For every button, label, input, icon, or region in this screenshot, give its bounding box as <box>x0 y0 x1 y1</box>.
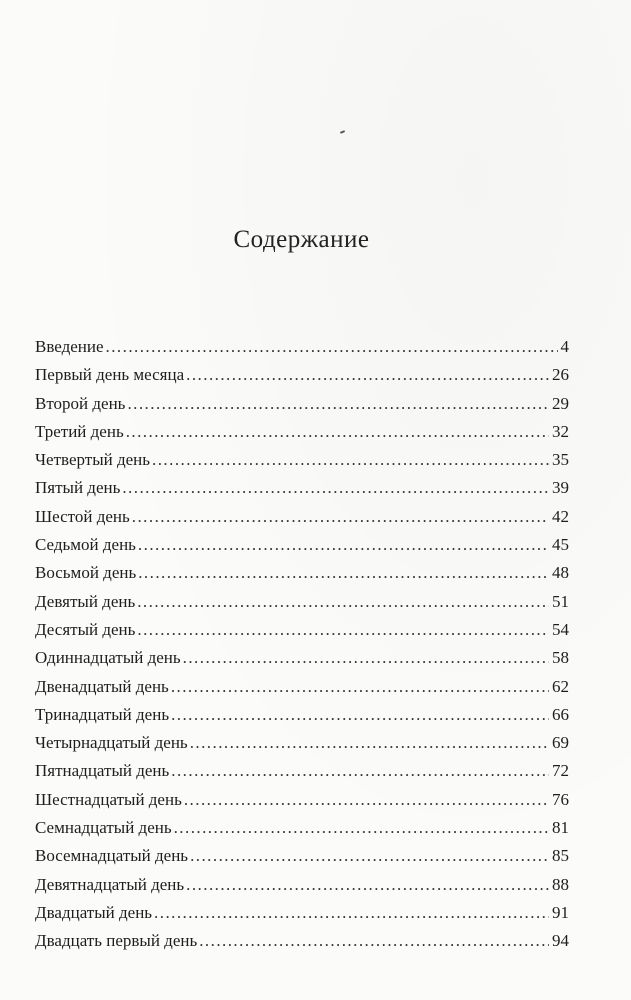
dot-leader <box>127 390 549 418</box>
dot-leader <box>171 757 549 785</box>
toc-entry-title: Введение <box>35 337 104 356</box>
toc-entry-title: Шестнадцатый день <box>35 789 182 809</box>
dot-leader <box>190 842 549 870</box>
toc-entry-title: Пятый день <box>35 478 121 498</box>
toc-entry <box>35 927 569 955</box>
toc-entry-title: Двенадцатый день <box>35 676 169 696</box>
dot-leader <box>171 673 549 701</box>
dot-leader <box>186 361 549 389</box>
toc-entry <box>35 390 569 418</box>
dot-leader <box>183 644 549 672</box>
toc-entry-page: 45 <box>552 535 569 555</box>
toc-entry <box>35 786 569 814</box>
dot-leader <box>137 588 549 616</box>
toc-entry-page: 29 <box>552 393 569 413</box>
toc-entry-page: 42 <box>552 506 569 526</box>
toc-entry <box>35 503 569 531</box>
toc-entry-page: 72 <box>552 761 569 781</box>
toc-entry-page: 69 <box>552 733 569 753</box>
toc-entry-page: 62 <box>552 676 569 696</box>
toc-entry <box>35 588 569 616</box>
toc-entry-title: Второй день <box>35 393 126 413</box>
toc-entry-title: Одиннадцатый день <box>35 648 181 668</box>
dot-leader <box>184 786 549 814</box>
toc-entry <box>35 474 569 502</box>
page-title: Содержание <box>233 226 370 253</box>
toc-entry-page: 76 <box>552 789 569 809</box>
toc-entry-page: 58 <box>552 648 569 668</box>
ink-speck <box>340 130 345 134</box>
dot-leader <box>137 616 549 644</box>
toc-entry <box>35 673 569 701</box>
dot-leader <box>186 871 549 899</box>
dot-leader <box>174 814 549 842</box>
toc-entry-page: 66 <box>552 704 569 724</box>
toc-entry-title: Двадцать первый день <box>35 931 198 951</box>
dot-leader <box>138 559 549 587</box>
toc-entry <box>35 333 569 361</box>
toc-entry-page: 39 <box>552 478 569 498</box>
toc-entry-title: Двадцатый день <box>35 902 153 922</box>
toc-entry-title: Семнадцатый день <box>35 818 172 838</box>
toc-entry-title: Восемнадцатый день <box>35 846 189 866</box>
toc-entry-page: 88 <box>552 874 569 894</box>
dot-leader <box>132 503 549 531</box>
toc-entry <box>35 446 569 474</box>
toc-entry-title: Десятый день <box>35 619 136 639</box>
toc-entry-title: Восьмой день <box>35 563 137 583</box>
toc-entry-title: Четвертый день <box>35 450 151 470</box>
toc-entry <box>35 701 569 729</box>
toc-entry-page: 51 <box>552 591 569 611</box>
toc-entry <box>35 361 569 389</box>
toc-entry <box>35 871 569 899</box>
toc-entry <box>35 616 569 644</box>
toc-entry-title: Тринадцатый день <box>35 704 170 724</box>
toc-entry <box>35 814 569 842</box>
dot-leader <box>154 899 549 927</box>
toc-entry-page: 94 <box>552 931 569 951</box>
dot-leader <box>138 531 549 559</box>
toc-entry-page: 4 <box>560 337 569 356</box>
dot-leader <box>171 701 549 729</box>
toc-entry <box>35 531 569 559</box>
dot-leader <box>126 418 549 446</box>
toc-entry-page: 32 <box>552 421 569 441</box>
toc-entry-title: Девятый день <box>35 591 136 611</box>
toc-entry <box>35 842 569 870</box>
dot-leader <box>106 333 558 361</box>
toc-entry-page: 85 <box>552 846 569 866</box>
toc-entry-page: 35 <box>552 450 569 470</box>
toc-entry-page: 48 <box>552 563 569 583</box>
dot-leader <box>152 446 549 474</box>
dot-leader <box>190 729 549 757</box>
toc-entry <box>35 729 569 757</box>
toc-entry-title: Третий день <box>35 421 124 441</box>
toc-entry <box>35 757 569 785</box>
toc-entry-title: Первый день месяца <box>35 365 185 385</box>
table-of-contents <box>35 333 569 956</box>
toc-entry-page: 91 <box>552 902 569 922</box>
toc-entry <box>35 899 569 927</box>
toc-entry-title: Шестой день <box>35 506 130 526</box>
toc-entry-page: 54 <box>552 619 569 639</box>
toc-entry-page: 81 <box>552 818 569 838</box>
toc-entry-page: 26 <box>552 365 569 385</box>
toc-entry <box>35 559 569 587</box>
toc-entry <box>35 644 569 672</box>
dot-leader <box>199 927 549 955</box>
toc-entry-title: Четырнадцатый день <box>35 733 188 753</box>
dot-leader <box>122 474 549 502</box>
toc-entry-title: Девятнадцатый день <box>35 874 185 894</box>
toc-entry <box>35 418 569 446</box>
toc-entry-title: Пятнадцатый день <box>35 761 170 781</box>
toc-entry-title: Седьмой день <box>35 535 136 555</box>
